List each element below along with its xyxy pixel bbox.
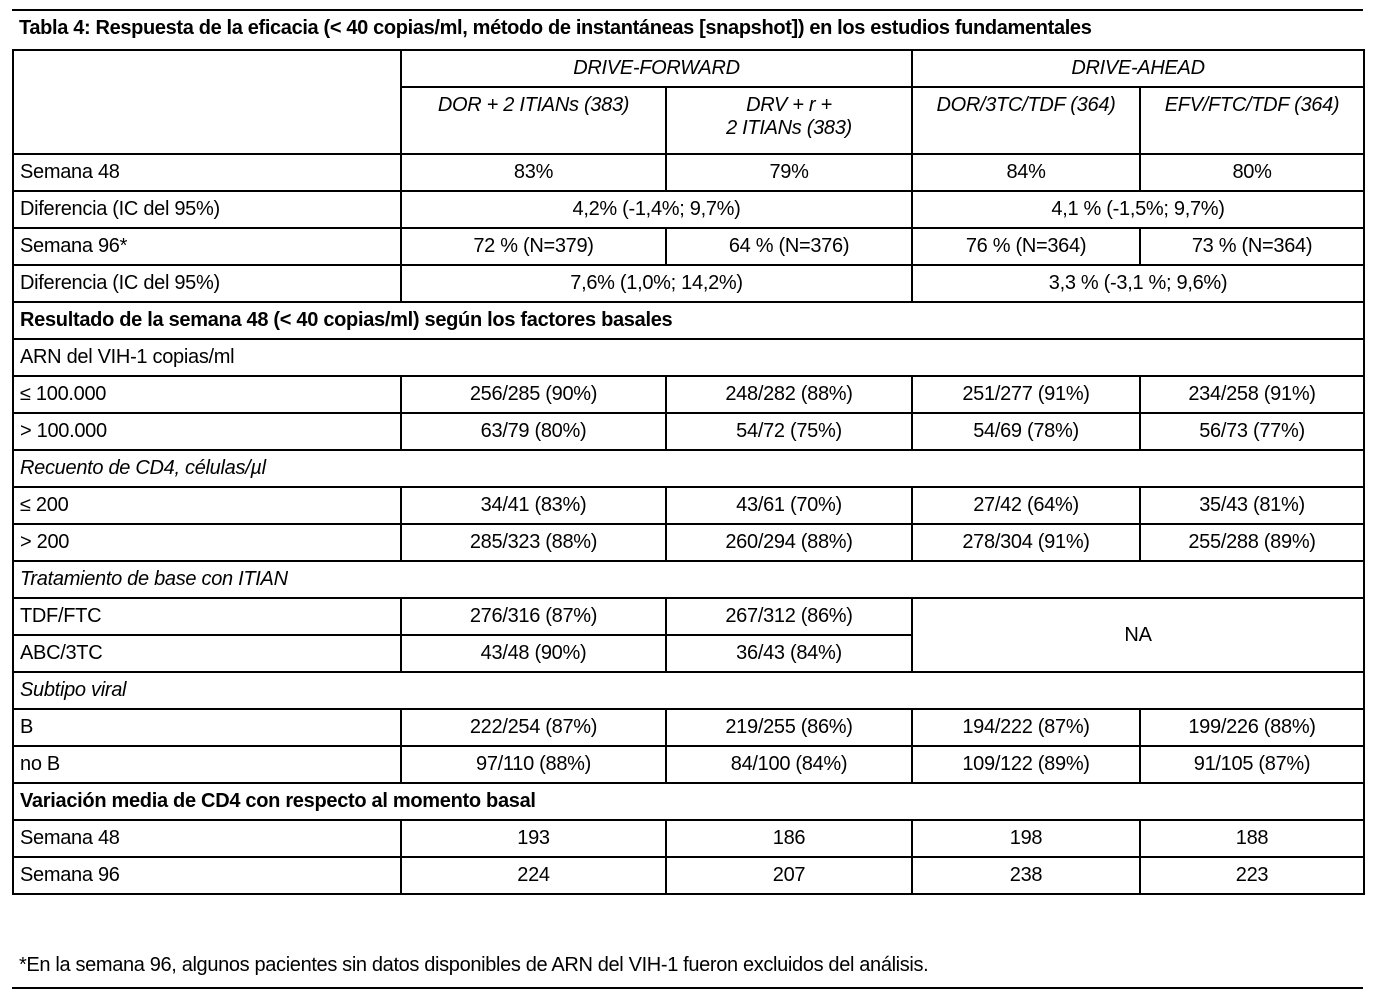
row-label: TDF/FTC (13, 598, 401, 635)
table-cell: 84% (912, 154, 1140, 191)
table-row-week96 (13, 228, 1364, 265)
table-cell: 199/226 (88%) (1140, 709, 1364, 746)
table-cell-forward-diff: 7,6% (1,0%; 14,2%) (401, 265, 912, 302)
table-caption: Tabla 4: Respuesta de la eficacia (< 40 copias/ml, método de instantáneas [snapshot]) en los estudios fundamentales (19, 17, 1092, 39)
table-cell: 198 (912, 820, 1140, 857)
table-cell: 84/100 (84%) (666, 746, 912, 783)
table-cell: 260/294 (88%) (666, 524, 912, 561)
table-row-subtype-no-b (13, 746, 1364, 783)
table-cell: 76 % (N=364) (912, 228, 1140, 265)
table-row-tdf-ftc (13, 598, 1364, 635)
header-row-studies (13, 50, 1364, 87)
arm-header-efv-ftc-tdf: EFV/FTC/TDF (364) (1140, 87, 1364, 154)
table-cell: 194/222 (87%) (912, 709, 1140, 746)
subgroup-heading: Tratamiento de base con ITIAN (13, 561, 1364, 598)
table-cell: 54/72 (75%) (666, 413, 912, 450)
table-cell: 34/41 (83%) (401, 487, 666, 524)
row-label: ≤ 200 (13, 487, 401, 524)
table-row-cd4-week48 (13, 820, 1364, 857)
table-cell: 223 (1140, 857, 1364, 894)
table-cell: 63/79 (80%) (401, 413, 666, 450)
table-cell: 36/43 (84%) (666, 635, 912, 672)
subgroup-heading: Recuento de CD4, células/µl (13, 450, 1364, 487)
table-cell: 207 (666, 857, 912, 894)
table-row-rna-gt (13, 413, 1364, 450)
table-cell-ahead-diff: 4,1 % (-1,5%; 9,7%) (912, 191, 1364, 228)
table-cell: 80% (1140, 154, 1364, 191)
table-row-diff96 (13, 265, 1364, 302)
table-cell: 72 % (N=379) (401, 228, 666, 265)
table-cell: 234/258 (91%) (1140, 376, 1364, 413)
row-label: > 100.000 (13, 413, 401, 450)
table-cell: 54/69 (78%) (912, 413, 1140, 450)
subheader-row-cd4 (13, 450, 1364, 487)
row-label: ≤ 100.000 (13, 376, 401, 413)
table-cell: 276/316 (87%) (401, 598, 666, 635)
row-label: B (13, 709, 401, 746)
table-row-subtype-b (13, 709, 1364, 746)
row-label: Diferencia (IC del 95%) (13, 191, 401, 228)
top-rule (12, 9, 1363, 11)
table-cell: 251/277 (91%) (912, 376, 1140, 413)
row-label: Semana 48 (13, 154, 401, 191)
table-cell: 43/48 (90%) (401, 635, 666, 672)
table-cell-ahead-diff: 3,3 % (-3,1 %; 9,6%) (912, 265, 1364, 302)
table-cell: 97/110 (88%) (401, 746, 666, 783)
table-cell: 64 % (N=376) (666, 228, 912, 265)
table-cell-forward-diff: 4,2% (-1,4%; 9,7%) (401, 191, 912, 228)
section-row-cd4-change (13, 783, 1364, 820)
row-label: Diferencia (IC del 95%) (13, 265, 401, 302)
subheader-row-subtype (13, 672, 1364, 709)
arm-header-dor-3tc-tdf: DOR/3TC/TDF (364) (912, 87, 1140, 154)
table-cell-na: NA (912, 598, 1364, 672)
table-cell: 222/254 (87%) (401, 709, 666, 746)
table-cell: 186 (666, 820, 912, 857)
table-cell: 109/122 (89%) (912, 746, 1140, 783)
table-cell: 255/288 (89%) (1140, 524, 1364, 561)
row-label: Semana 96 (13, 857, 401, 894)
table-row-week48 (13, 154, 1364, 191)
table-cell: 224 (401, 857, 666, 894)
table-row-rna-le (13, 376, 1364, 413)
row-label: > 200 (13, 524, 401, 561)
table-cell: 79% (666, 154, 912, 191)
row-label: no B (13, 746, 401, 783)
study-header-drive-ahead: DRIVE-AHEAD (912, 50, 1364, 87)
table-row-diff48 (13, 191, 1364, 228)
row-label: ABC/3TC (13, 635, 401, 672)
arm-header-drv-r-2-itians: DRV + r + 2 ITIANs (383) (666, 87, 912, 154)
row-label: Semana 48 (13, 820, 401, 857)
table-row-cd4-gt (13, 524, 1364, 561)
table-cell: 43/61 (70%) (666, 487, 912, 524)
table-cell: 193 (401, 820, 666, 857)
subheader-row-rna (13, 339, 1364, 376)
header-empty-cell (13, 50, 401, 154)
subgroup-heading: Subtipo viral (13, 672, 1364, 709)
row-label: Semana 96* (13, 228, 401, 265)
bottom-rule (12, 987, 1363, 989)
table-footnote: *En la semana 96, algunos pacientes sin datos disponibles de ARN del VIH-1 fueron excluidos del análisis. (19, 954, 929, 976)
table-cell: 278/304 (91%) (912, 524, 1140, 561)
subgroup-heading: ARN del VIH-1 copias/ml (13, 339, 1364, 376)
table-cell: 35/43 (81%) (1140, 487, 1364, 524)
table-row-cd4-le (13, 487, 1364, 524)
study-header-drive-forward: DRIVE-FORWARD (401, 50, 912, 87)
table-cell: 83% (401, 154, 666, 191)
table-cell: 91/105 (87%) (1140, 746, 1364, 783)
table-cell: 256/285 (90%) (401, 376, 666, 413)
table-cell: 188 (1140, 820, 1364, 857)
section-row-baseline (13, 302, 1364, 339)
table-cell: 238 (912, 857, 1140, 894)
section-heading: Variación media de CD4 con respecto al momento basal (13, 783, 1364, 820)
table-cell: 285/323 (88%) (401, 524, 666, 561)
arm-header-dor-2-itians: DOR + 2 ITIANs (383) (401, 87, 666, 154)
table-cell: 219/255 (86%) (666, 709, 912, 746)
table-cell: 56/73 (77%) (1140, 413, 1364, 450)
table-cell: 27/42 (64%) (912, 487, 1140, 524)
table-cell: 248/282 (88%) (666, 376, 912, 413)
subheader-row-nrti (13, 561, 1364, 598)
table-cell: 267/312 (86%) (666, 598, 912, 635)
efficacy-table (12, 49, 1365, 895)
table-row-cd4-week96 (13, 857, 1364, 894)
section-heading: Resultado de la semana 48 (< 40 copias/ml) según los factores basales (13, 302, 1364, 339)
table-cell: 73 % (N=364) (1140, 228, 1364, 265)
